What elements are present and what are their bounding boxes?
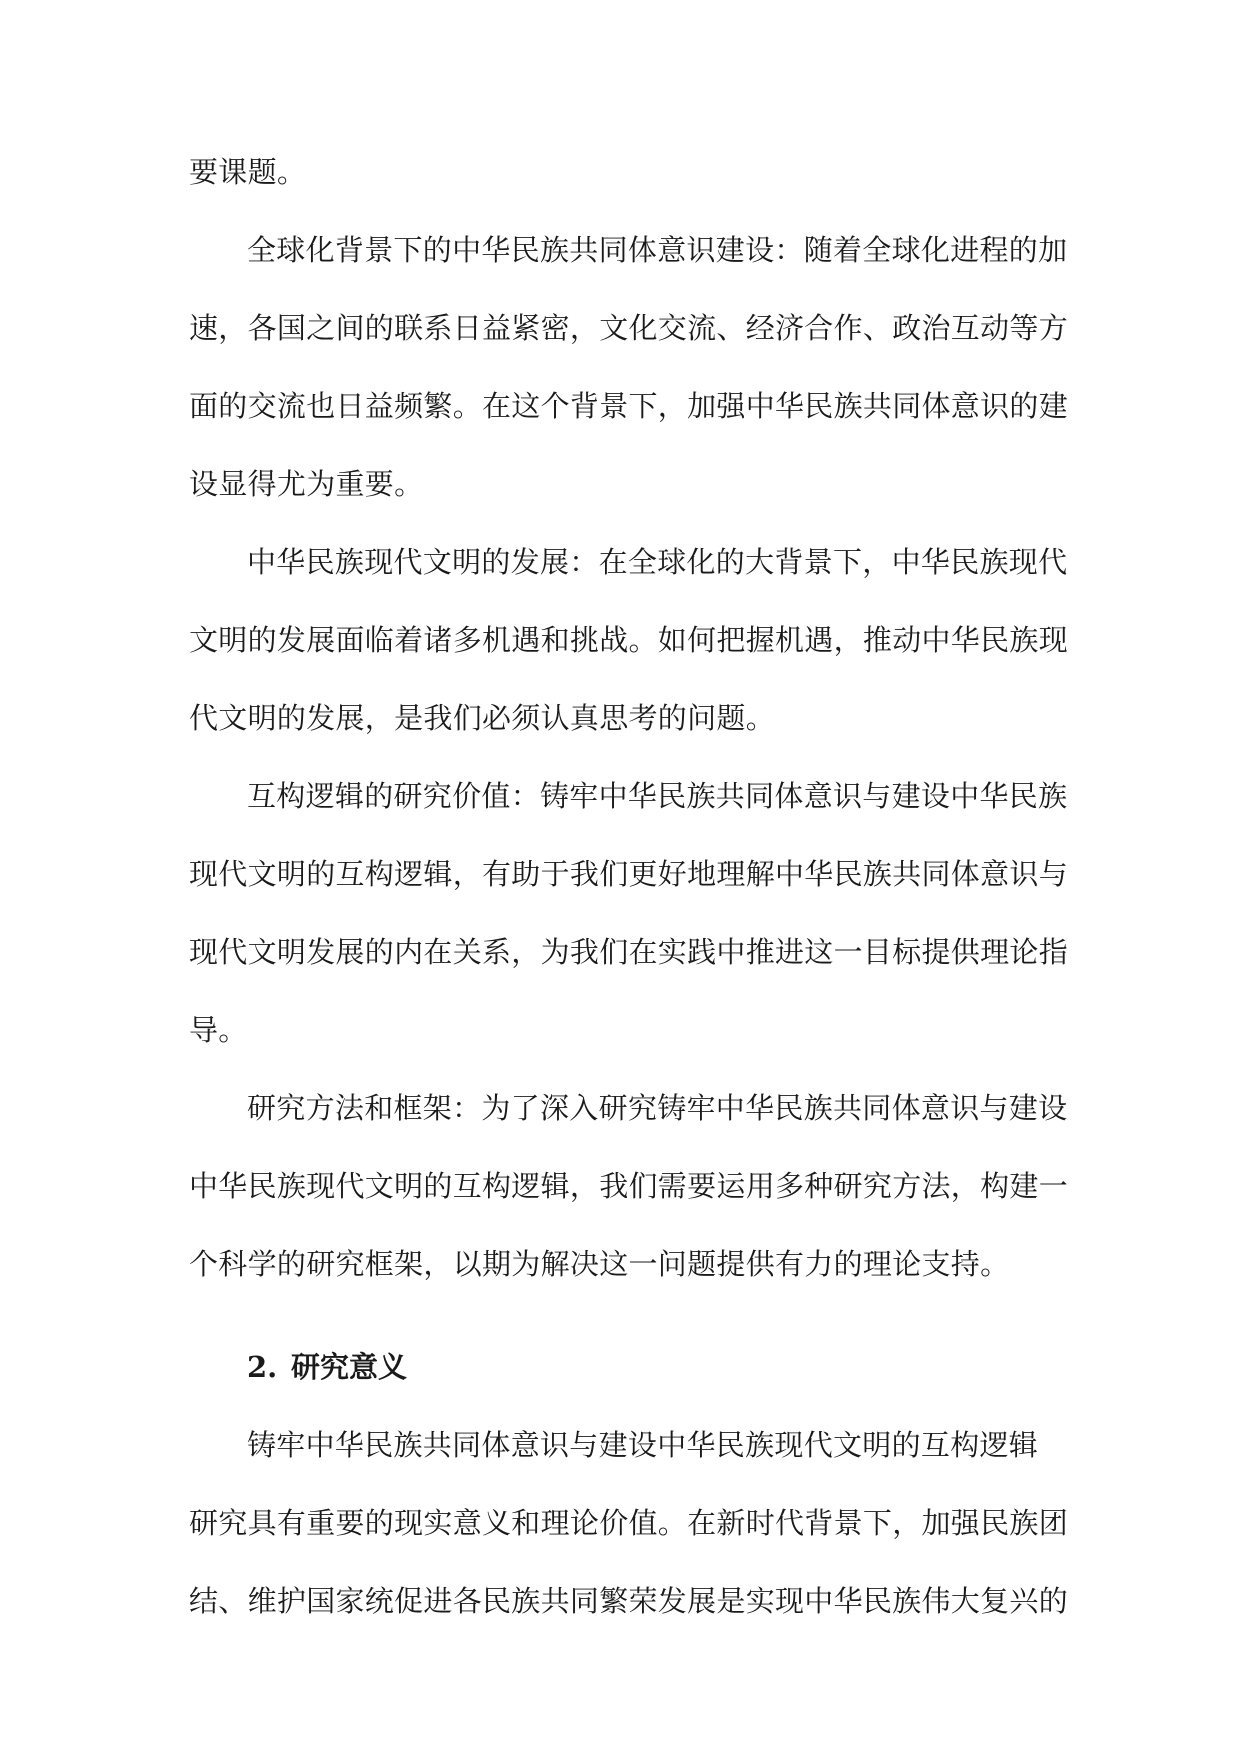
paragraph-significance (189, 1406, 1069, 1640)
text-line: 互构逻辑的研究价值：铸牢中华民族共同体意识与建设中华民族 (247, 779, 1068, 813)
text-line: 研究方法和框架：为了深入研究铸牢中华民族共同体意识与建设 (247, 1091, 1068, 1125)
text-line: 现代文明发展的内在关系，为我们在实践中推进这一目标提供理论指 (189, 935, 1069, 969)
text-line: 研究具有重要的现实意义和理论价值。在新时代背景下，加强民族团 (189, 1506, 1069, 1540)
section-heading (189, 1328, 1056, 1406)
paragraph-globalization (189, 211, 1069, 523)
text-line: 面的交流也日益频繁。在这个背景下，加强中华民族共同体意识的建 (189, 389, 1069, 423)
section-title: 研究意义 (291, 1350, 408, 1384)
paragraph-continuation (189, 133, 1056, 211)
text-line: 全球化背景下的中华民族共同体意识建设：随着全球化进程的加 (247, 233, 1068, 267)
text-line: 文明的发展面临着诸多机遇和挑战。如何把握机遇，推动中华民族现 (189, 623, 1069, 657)
section-number: 2. (247, 1350, 278, 1384)
text-line: 个科学的研究框架，以期为解决这一问题提供有力的理论支持。 (189, 1247, 1010, 1281)
text-line: 速，各国之间的联系日益紧密，文化交流、经济合作、政治互动等方 (189, 311, 1069, 345)
paragraph-research-value (189, 757, 1069, 1069)
document-body (189, 133, 1069, 1640)
text-line: 铸牢中华民族共同体意识与建设中华民族现代文明的互构逻辑 (247, 1428, 1039, 1462)
text-line: 中华民族现代文明的互构逻辑，我们需要运用多种研究方法，构建一 (189, 1169, 1069, 1203)
text-line: 结、维护国家统促进各民族共同繁荣发展是实现中华民族伟大复兴的 (189, 1584, 1069, 1618)
text-line: 设显得尤为重要。 (189, 467, 424, 501)
text-line: 代文明的发展，是我们必须认真思考的问题。 (189, 701, 776, 735)
text-line: 导。 (189, 1013, 248, 1047)
text-line: 中华民族现代文明的发展：在全球化的大背景下，中华民族现代 (247, 545, 1068, 579)
paragraph-methods-framework (189, 1069, 1069, 1303)
text-line: 要课题。 (189, 155, 307, 189)
text-line: 现代文明的互构逻辑，有助于我们更好地理解中华民族共同体意识与 (189, 857, 1069, 891)
paragraph-modern-civilization (189, 523, 1069, 757)
